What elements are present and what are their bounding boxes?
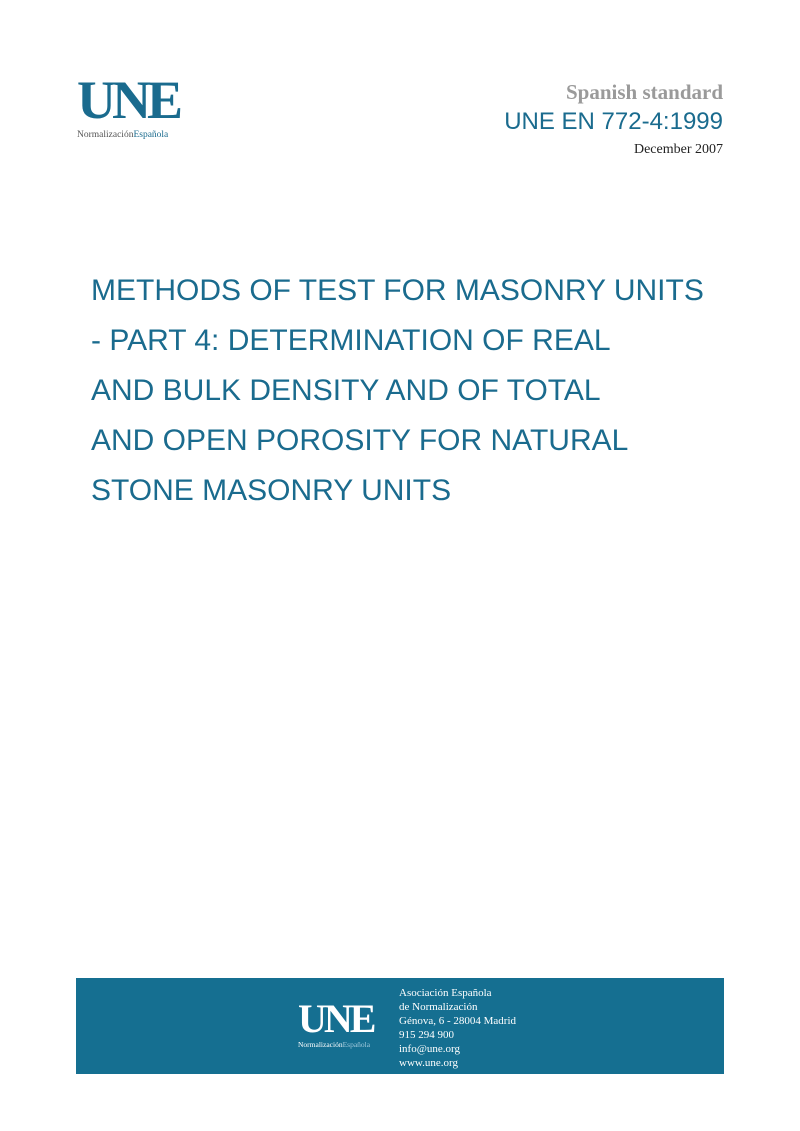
title-line: - PART 4: DETERMINATION OF REAL xyxy=(91,324,611,357)
title-line: AND BULK DENSITY AND OF TOTAL xyxy=(91,374,601,407)
footer-banner xyxy=(76,978,724,1074)
logo-subtitle-accent: Española xyxy=(133,130,169,140)
organization-contact xyxy=(399,986,516,1070)
footer-logo-subtitle-normal: Normalización xyxy=(298,1040,343,1049)
footer-logo-mark: UNE xyxy=(298,996,374,1041)
document-header xyxy=(504,80,723,159)
footer-logo-subtitle-accent: Española xyxy=(342,1040,371,1049)
organization-phone: 915 294 900 xyxy=(399,1029,454,1041)
organization-email[interactable]: info@une.org xyxy=(399,1043,460,1055)
publication-date: December 2007 xyxy=(633,142,723,157)
organization-address: Génova, 6 - 28004 Madrid xyxy=(399,1015,517,1027)
footer-une-logo xyxy=(298,996,388,1050)
standard-code: UNE EN 772-4:1999 xyxy=(504,108,723,135)
organization-name-line1: Asociación Española xyxy=(399,987,492,999)
logo-subtitle-normal: Normalización xyxy=(77,130,134,140)
organization-name-line2: de Normalización xyxy=(399,1001,478,1013)
organization-website[interactable]: www.une.org xyxy=(399,1057,458,1069)
title-line: METHODS OF TEST FOR MASONRY UNITS xyxy=(91,274,704,307)
une-logo-subtitle xyxy=(77,129,195,141)
footer-logo-subtitle xyxy=(298,1040,388,1050)
document-kind: Spanish standard xyxy=(566,80,723,104)
title-line: STONE MASONRY UNITS xyxy=(91,474,452,507)
title-line: AND OPEN POROSITY FOR NATURAL xyxy=(91,424,629,457)
document-title xyxy=(91,266,781,516)
une-logo xyxy=(77,70,195,144)
une-logo-mark: UNE xyxy=(77,70,180,130)
